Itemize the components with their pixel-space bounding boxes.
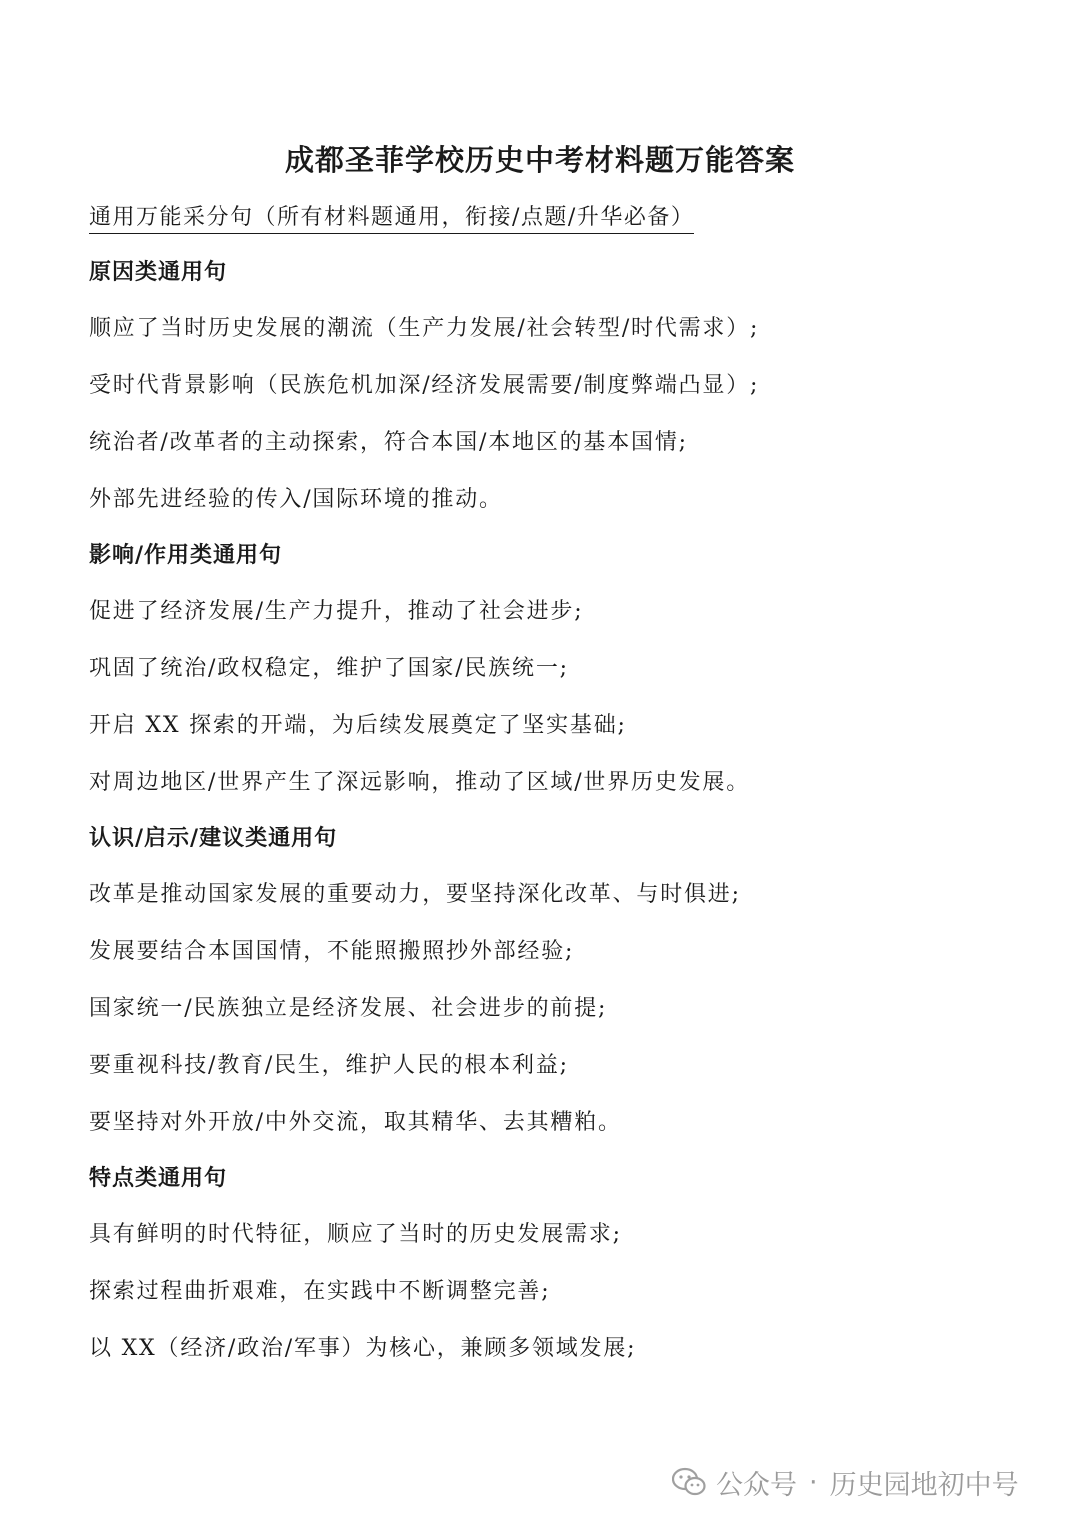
list-item: 要坚持对外开放/中外交流，取其精华、去其糟粕。 <box>89 1110 622 1135</box>
watermark-separator: · <box>809 1466 818 1498</box>
wechat-icon <box>672 1467 706 1497</box>
list-item: 具有鲜明的时代特征，顺应了当时的历史发展需求; <box>89 1222 622 1247</box>
list-item: 统治者/改革者的主动探索，符合本国/本地区的基本国情; <box>89 430 688 455</box>
list-item: 开启 XX 探索的开端，为后续发展奠定了坚实基础; <box>89 713 627 738</box>
watermark-account: 历史园地初中号 <box>829 1469 1019 1501</box>
watermark <box>672 1462 1019 1502</box>
list-item: 对周边地区/世界产生了深远影响，推动了区域/世界历史发展。 <box>89 770 751 795</box>
section-heading-impact: 影响/作用类通用句 <box>89 542 283 568</box>
list-item: 探索过程曲折艰难，在实践中不断调整完善; <box>89 1279 551 1304</box>
document-title: 成都圣菲学校历史中考材料题万能答案 <box>284 143 795 177</box>
section-heading-insight: 认识/启示/建议类通用句 <box>89 825 338 851</box>
watermark-prefix: 公众号 <box>716 1469 797 1501</box>
list-item: 促进了经济发展/生产力提升，推动了社会进步; <box>89 599 584 624</box>
list-item: 发展要结合本国国情，不能照搬照抄外部经验; <box>89 939 575 964</box>
document-subtitle: 通用万能采分句（所有材料题通用，衔接/点题/升华必备） <box>89 200 694 234</box>
list-item: 受时代背景影响（民族危机加深/经济发展需要/制度弊端凸显）; <box>89 373 760 398</box>
list-item: 顺应了当时历史发展的潮流（生产力发展/社会转型/时代需求）; <box>89 316 760 341</box>
list-item: 巩固了统治/政权稳定，维护了国家/民族统一; <box>89 656 569 681</box>
list-item: 以 XX（经济/政治/军事）为核心，兼顾多领域发展; <box>89 1336 637 1361</box>
section-heading-cause: 原因类通用句 <box>89 259 228 285</box>
list-item: 要重视科技/教育/民生，维护人民的根本利益; <box>89 1053 569 1078</box>
list-item: 改革是推动国家发展的重要动力，要坚持深化改革、与时俱进; <box>89 882 741 907</box>
list-item: 外部先进经验的传入/国际环境的推动。 <box>89 487 503 512</box>
list-item: 国家统一/民族独立是经济发展、社会进步的前提; <box>89 996 608 1021</box>
section-heading-feature: 特点类通用句 <box>89 1165 228 1191</box>
